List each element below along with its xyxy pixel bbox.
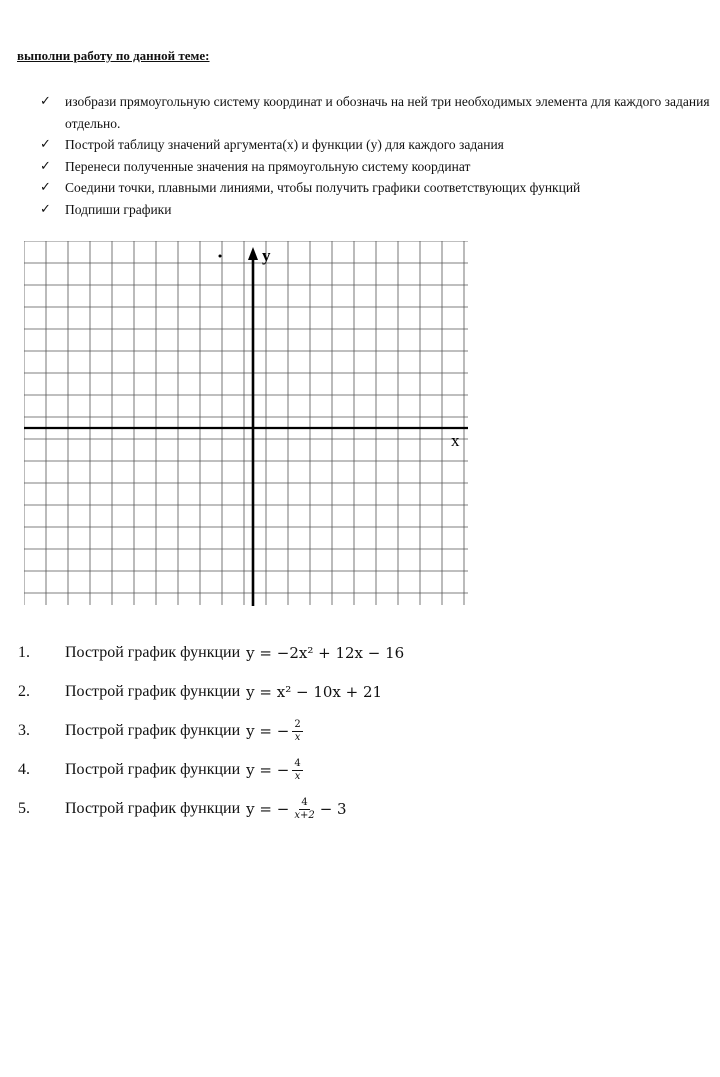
formula-lhs: y = − (246, 800, 290, 818)
instruction-checklist (40, 91, 710, 220)
fraction-numerator: 4 (294, 757, 301, 769)
checkmark-icon: ✓ (40, 137, 51, 152)
y-axis-arrow (248, 247, 258, 260)
page-heading: выполни работу по данной теме: (17, 48, 210, 63)
task-text: Построй график функции (65, 644, 241, 661)
fraction (292, 758, 302, 783)
task-number: 3. (18, 722, 30, 739)
checklist-item: ✓ Соедини точки, плавными линиями, чтобы получить графики соответствующих функций (40, 177, 710, 199)
task-item (18, 792, 618, 826)
formula-lhs: y = − (246, 722, 290, 740)
formula-lhs: y = − (246, 761, 290, 779)
checklist-item: ✓ Подпиши графики (40, 199, 710, 221)
task-formula (246, 758, 306, 783)
checkmark-icon: ✓ (40, 94, 51, 109)
task-item (18, 714, 618, 748)
formula-rhs: − 3 (319, 800, 347, 818)
checklist-item: ✓ Перенеси полученные значения на прямоугольную систему координат (40, 156, 710, 178)
grid-lines (24, 241, 468, 605)
checkmark-icon: ✓ (40, 180, 51, 195)
fraction-denominator: x (294, 731, 301, 743)
fraction (292, 797, 316, 822)
task-number: 2. (18, 683, 30, 700)
fraction (292, 719, 302, 744)
task-formula: y = −2x² + 12x − 16 (246, 644, 405, 662)
x-axis-label: x (451, 431, 460, 450)
task-item (18, 675, 618, 709)
task-item (18, 753, 618, 787)
fraction-denominator: x+2 (294, 809, 315, 821)
checkmark-icon: ✓ (40, 158, 51, 174)
checklist-item: ✓ изобрази прямоугольную систему координат и обозначь на ней три необходимых элемента для каждого задания отдельно. (40, 91, 710, 134)
task-list (18, 636, 618, 831)
task-formula (246, 719, 306, 744)
fraction-numerator: 4 (301, 796, 308, 808)
task-text: Построй график функции (65, 800, 241, 817)
task-number: 1. (18, 644, 30, 661)
checklist-item: ✓ Построй таблицу значений аргумента(х) и функции (у) для каждого задания (40, 134, 710, 156)
task-number: 5. (18, 800, 30, 817)
task-text: Построй график функции (65, 722, 241, 739)
task-item (18, 636, 618, 670)
checkmark-icon: ✓ (40, 201, 51, 217)
y-axis-label: y (262, 246, 271, 265)
fraction-denominator: x (294, 770, 301, 782)
task-formula (246, 797, 346, 822)
task-text: Построй график функции (65, 683, 241, 700)
fraction-numerator: 2 (294, 718, 301, 730)
task-number: 4. (18, 761, 30, 778)
task-text: Построй график функции (65, 761, 241, 778)
coordinate-grid-svg (24, 241, 480, 607)
grid-dot (219, 255, 222, 258)
coordinate-grid (24, 241, 480, 607)
task-formula: y = x² − 10x + 21 (246, 683, 383, 701)
